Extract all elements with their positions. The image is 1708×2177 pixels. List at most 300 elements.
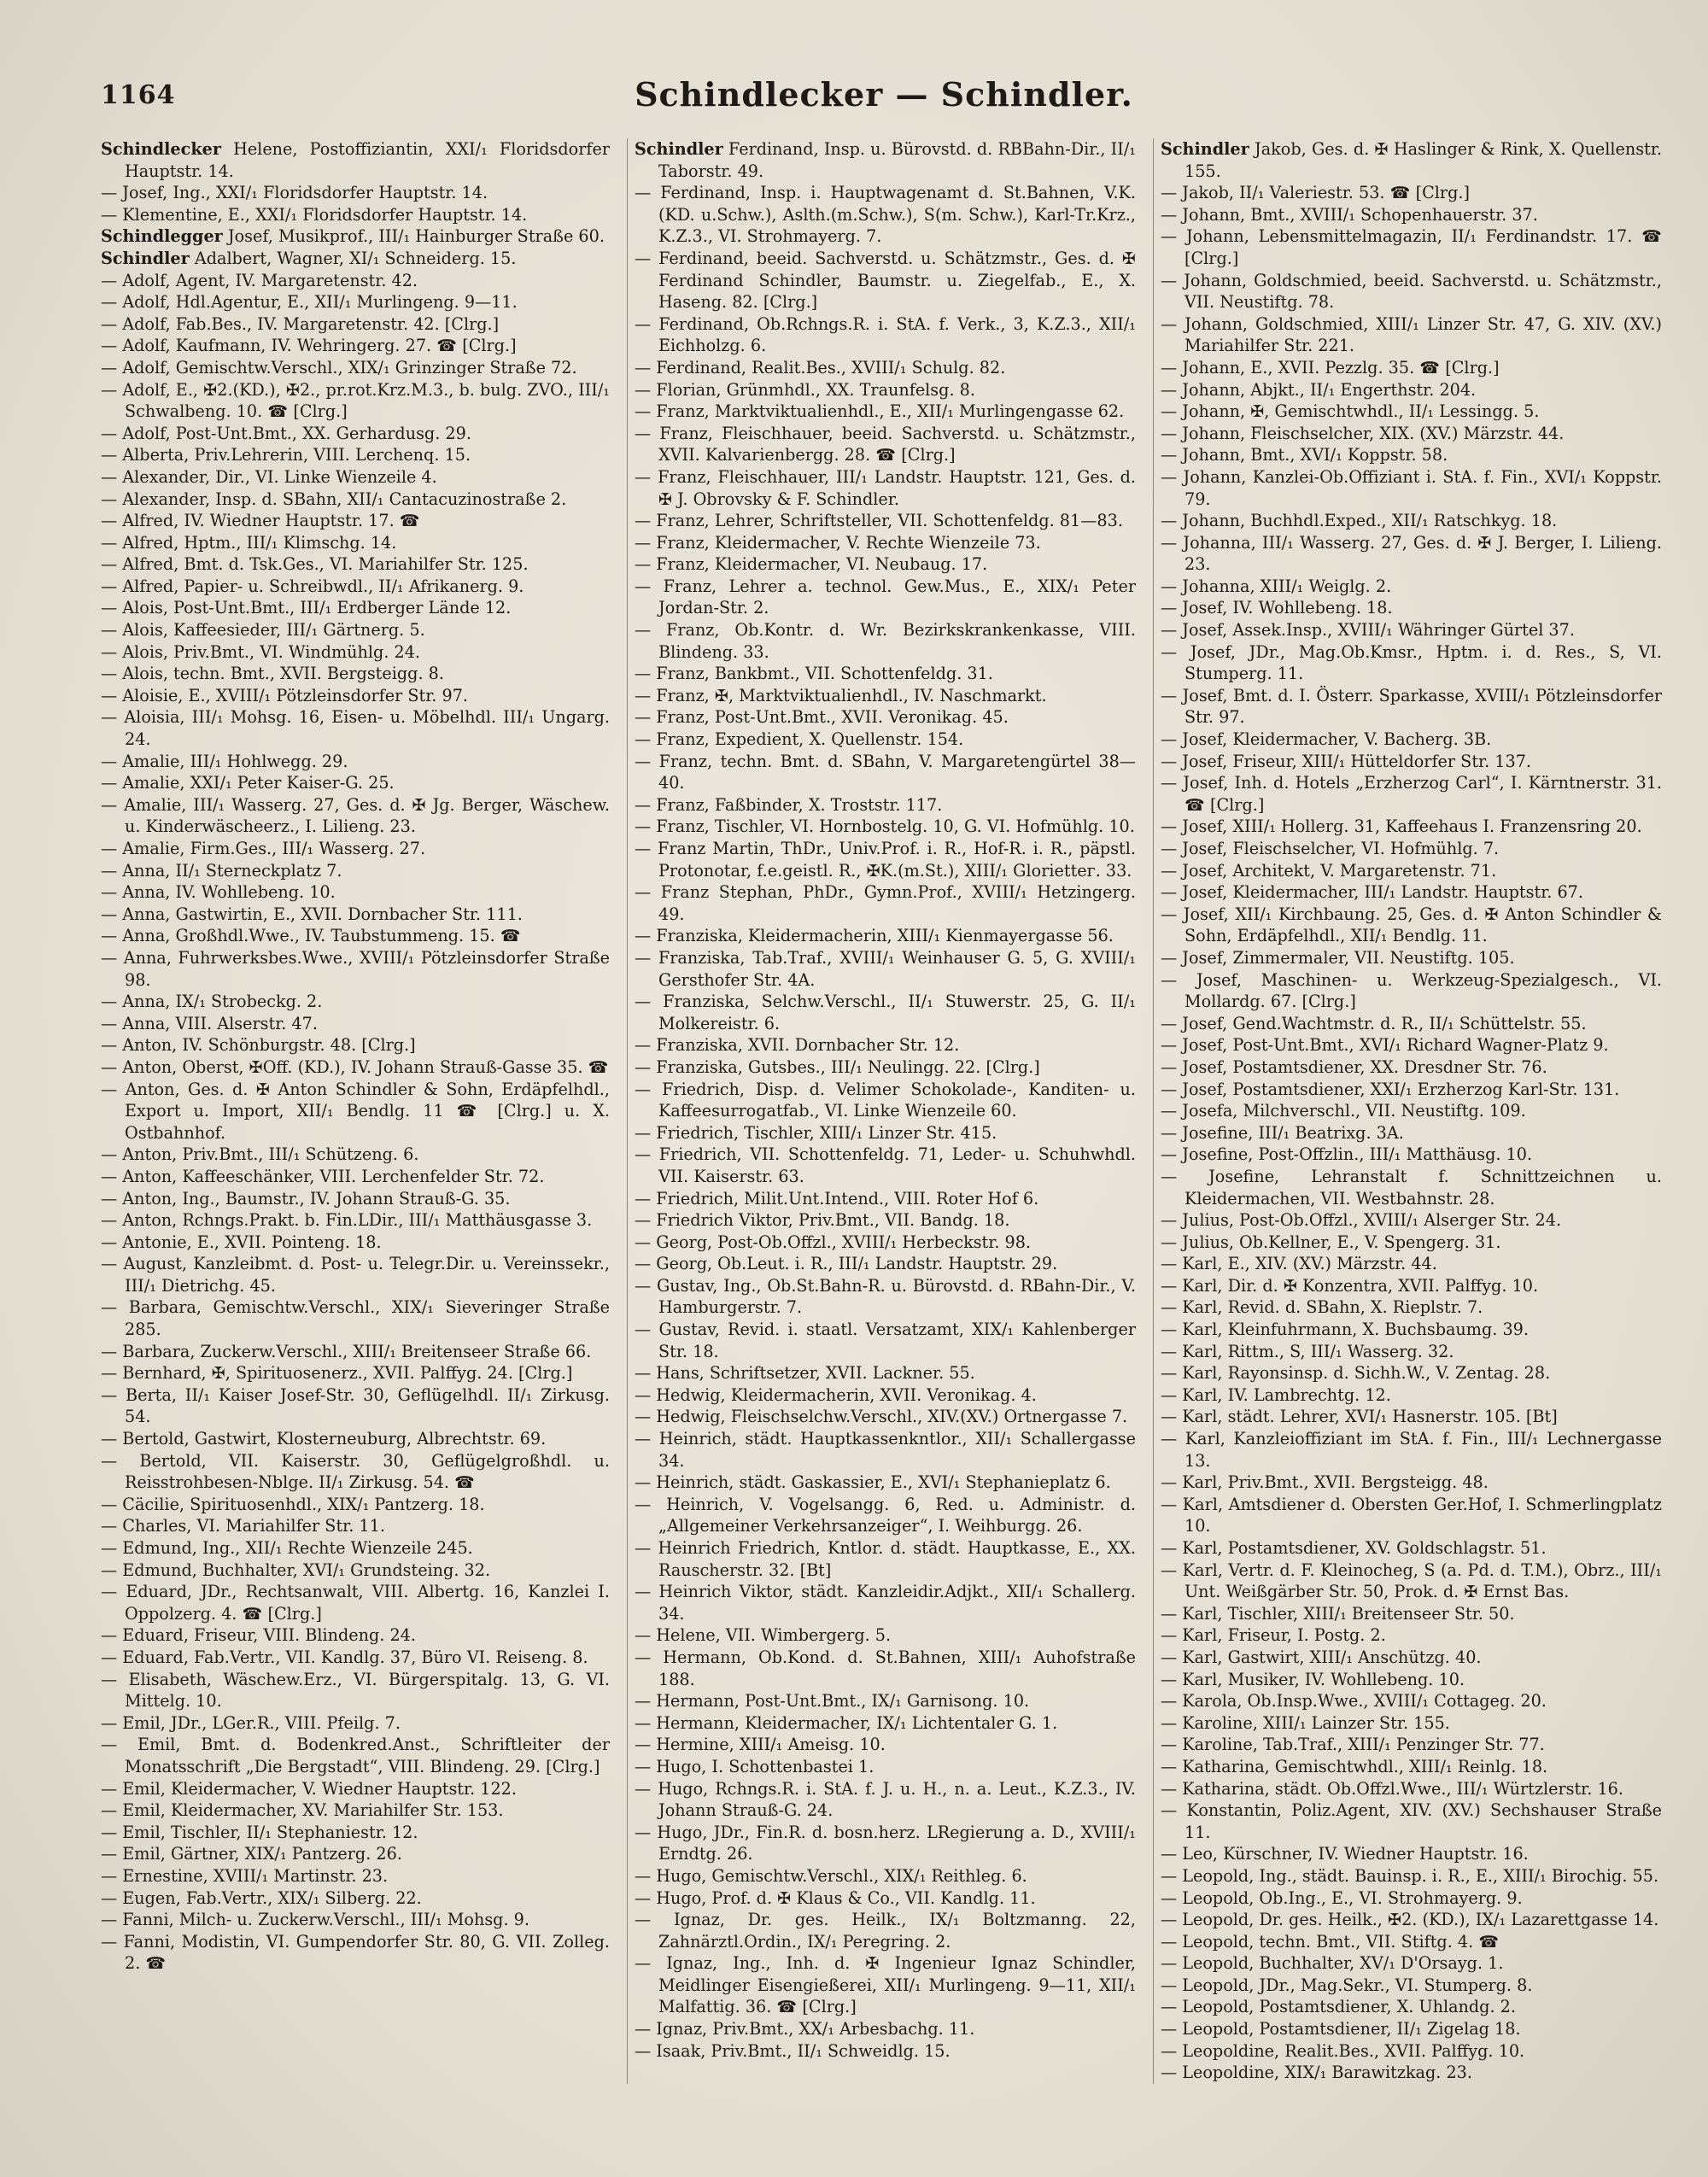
entry-text: — Josef, Zimmermaler, VII. Neustiftg. 105.	[1161, 947, 1515, 968]
directory-entry	[101, 1296, 610, 1340]
entry-text: — Adolf, Kaufmann, IV. Wehringerg. 27. ☎ [Clrg.]	[101, 336, 517, 356]
directory-entry	[635, 1887, 1136, 1910]
entry-text: — Karl, Dir. d. ✠ Konzentra, XVII. Palffyg. 10.	[1161, 1275, 1539, 1296]
directory-entry	[101, 1232, 610, 1254]
directory-entry	[101, 925, 610, 947]
entry-text: — Franz, Lehrer a. technol. Gew.Mus., E., XIX/₁ Peter Jordan-Str. 2.	[635, 576, 1136, 618]
directory-entry	[101, 379, 610, 423]
directory-entry	[101, 1144, 610, 1166]
entry-text: — Emil, JDr., LGer.R., VIII. Pfeilg. 7.	[101, 1712, 401, 1733]
directory-entry	[101, 794, 610, 838]
entry-text: — Josefine, Post-Offzlin., III/₁ Matthäusg. 10.	[1161, 1144, 1533, 1165]
directory-entry	[635, 751, 1136, 794]
directory-entry	[1161, 1122, 1662, 1144]
entry-text: — Gustav, Revid. i. staatl. Versatzamt, XIX/₁ Kahlenberger Str. 18.	[635, 1320, 1136, 1361]
entry-text: — Alexander, Insp. d. SBahn, XII/₁ Cantacuzinostraße 2.	[101, 489, 567, 509]
entry-text: — Johann, Goldschmied, XIII/₁ Linzer Str. 47, G. XIV. (XV.) Mariahilfer Str. 221.	[1161, 313, 1662, 356]
column-3	[1153, 138, 1662, 2084]
entry-text: — Karl, E., XIV. (XV.) Märzstr. 44.	[1161, 1254, 1437, 1274]
entry-text: — Josef, Ing., XXI/₁ Floridsdorfer Hauptstr. 14.	[101, 183, 488, 203]
directory-entry	[101, 1865, 610, 1887]
entry-text: — Franziska, XVII. Dornbacher Str. 12.	[635, 1035, 960, 1056]
entry-text: — Johanna, XIII/₁ Weiglg. 2.	[1161, 576, 1392, 596]
directory-entry	[101, 706, 610, 750]
directory-entry	[635, 1690, 1136, 1712]
entry-text: — Hugo, Rchngs.R. i. StA. f. J. u. H., n. a. Leut., K.Z.3., IV. Johann Strauß-G. 24.	[635, 1778, 1136, 1821]
entry-text: — Karl, Friseur, I. Postg. 2.	[1161, 1625, 1386, 1646]
directory-entry	[1161, 510, 1662, 532]
entry-text: — Karl, städt. Lehrer, XVI/₁ Hasnerstr. 105. [Bt]	[1161, 1407, 1558, 1427]
entry-text: — Hermine, XIII/₁ Ameisg. 10.	[635, 1735, 886, 1755]
entry-surname: Schindler	[1161, 139, 1249, 159]
directory-entry	[101, 423, 610, 445]
directory-entry	[101, 532, 610, 554]
directory-entry	[635, 1647, 1136, 1690]
entry-text: — Emil, Kleidermacher, XV. Mariahilfer Str. 153.	[101, 1800, 504, 1821]
directory-entry	[1161, 816, 1662, 838]
entry-text: — Josef, Postamtsdiener, XX. Dresdner Str. 76.	[1161, 1056, 1547, 1077]
entry-text: — Ferdinand, beeid. Sachverstd. u. Schätzmstr., Ges. d. ✠ Ferdinand Schindler, Baumstr. u. Ziegelfab., E., X. Haseng. 82. [Clrg.]	[635, 248, 1136, 313]
directory-entry	[635, 685, 1136, 707]
entry-text: — Bertold, Gastwirt, Klosterneuburg, Albrechtstr. 69.	[101, 1429, 547, 1449]
entry-text: — Karl, Rayonsinsp. d. Sichh.W., V. Zentag. 28.	[1161, 1363, 1551, 1384]
entry-text: — Franziska, Selchw.Verschl., II/₁ Stuwerstr. 25, G. II/₁ Molkereistr. 6.	[635, 992, 1136, 1033]
directory-entry	[1161, 1996, 1662, 2018]
directory-entry	[1161, 357, 1662, 379]
entry-text: — Jakob, II/₁ Valeriestr. 53. ☎ [Clrg.]	[1161, 183, 1470, 203]
entry-text: — Hermann, Ob.Kond. d. St.Bahnen, XIII/₁ Auhofstraße 188.	[635, 1647, 1136, 1689]
entry-text: — Adolf, Fab.Bes., IV. Margaretenstr. 42. [Clrg.]	[101, 313, 500, 334]
entry-text: — Leopoldine, Realit.Bes., XVII. Palffyg. 10.	[1161, 2040, 1525, 2061]
directory-entry	[1161, 2040, 1662, 2063]
directory-entry	[1161, 1690, 1662, 1712]
entry-text: — Anton, IV. Schönburgstr. 48. [Clrg.]	[101, 1035, 416, 1056]
entry-text: — Barbara, Gemischtw.Verschl., XIX/₁ Sieveringer Straße 285.	[101, 1297, 610, 1340]
directory-entry	[635, 576, 1136, 619]
entry-text: — Bernhard, ✠, Spirituosenerz., XVII. Palffyg. 24. [Clrg.]	[101, 1363, 573, 1384]
entry-text: — Josef, Kleidermacher, III/₁ Landstr. Hauptstr. 67.	[1161, 882, 1583, 903]
directory-entry	[1161, 182, 1662, 204]
entry-text: Ferdinand, Insp. u. Bürovstd. d. RBBahn-Dir., II/₁ Taborstr. 49.	[658, 139, 1136, 181]
entry-text: — Eduard, Fab.Vertr., VII. Kandlg. 37, Büro VI. Reiseng. 8.	[101, 1647, 588, 1667]
column-1	[101, 138, 610, 2084]
entry-text: — Franz, Marktviktualienhdl., E., XII/₁ Murlingengasse 62.	[635, 401, 1125, 422]
entry-text: — Franz, Bankbmt., VII. Schottenfeldg. 31.	[635, 664, 993, 684]
directory-entry	[101, 1931, 610, 1975]
entry-text: — Josef, Fleischselcher, VI. Hofmühlg. 7.	[1161, 839, 1500, 858]
directory-entry	[635, 1056, 1136, 1079]
directory-entry	[101, 1166, 610, 1188]
entry-text: — Amalie, III/₁ Wasserg. 27, Ges. d. ✠ Jg. Berger, Wäschew. u. Kinderwäscheerz., I. Lilieng. 23.	[101, 794, 610, 837]
directory-entry	[101, 335, 610, 357]
directory-entry	[1161, 1887, 1662, 1910]
directory-entry	[635, 466, 1136, 510]
entry-text: — Alfred, IV. Wiedner Hauptstr. 17. ☎	[101, 511, 420, 531]
entry-text: — Charles, VI. Mariahilfer Str. 11.	[101, 1516, 385, 1536]
directory-entry	[1161, 1406, 1662, 1428]
directory-entry	[635, 925, 1136, 947]
entry-text: — Franz, Kleidermacher, V. Rechte Wienzeile 73.	[635, 532, 1041, 553]
entry-text: — Leopold, Postamtsdiener, X. Uhlandg. 2.	[1161, 1997, 1516, 2017]
directory-entry	[1161, 1472, 1662, 1494]
directory-entry	[635, 1756, 1136, 1778]
directory-entry	[1161, 444, 1662, 466]
entry-text: — Josef, XII/₁ Kirchbaung. 25, Ges. d. ✠ Anton Schindler & Sohn, Erdäpfelhdl., XII/₁ Bendlg. 11.	[1161, 904, 1662, 946]
directory-entry	[635, 1253, 1136, 1275]
directory-entry	[635, 1712, 1136, 1735]
directory-entry	[635, 138, 1136, 182]
directory-entry	[101, 772, 610, 794]
directory-entry	[1161, 1843, 1662, 1865]
entry-text: — Anna, IV. Wohllebeng. 10.	[101, 882, 336, 903]
entry-text: — Elisabeth, Wäschew.Erz., VI. Bürgerspitalg. 13, G. VI. Mittelg. 10.	[101, 1669, 610, 1712]
directory-entry	[635, 1122, 1136, 1144]
directory-entry	[101, 357, 610, 379]
entry-text: — Heinrich Viktor, städt. Kanzleidir.Adjkt., XII/₁ Schallerg. 34.	[635, 1582, 1136, 1624]
entry-text: — Leopoldine, XIX/₁ Barawitzkag. 23.	[1161, 2063, 1472, 2083]
directory-entry	[101, 291, 610, 313]
directory-entry	[1161, 904, 1662, 947]
entry-text: — Josef, IV. Wohllebeng. 18.	[1161, 598, 1393, 618]
entry-text: — Karoline, XIII/₁ Lainzer Str. 155.	[1161, 1712, 1450, 1733]
directory-entry	[101, 597, 610, 619]
entry-text: — Karoline, Tab.Traf., XIII/₁ Penzinger Str. 77.	[1161, 1735, 1545, 1755]
directory-entry	[101, 881, 610, 904]
entry-text: — Adolf, Gemischtw.Verschl., XIX/₁ Grinzinger Straße 72.	[101, 357, 577, 377]
entry-text: — Franz, Lehrer, Schriftsteller, VII. Schottenfeldg. 81—83.	[635, 511, 1123, 531]
directory-entry	[635, 1865, 1136, 1887]
entry-text: — Georg, Post-Ob.Offzl., XVIII/₁ Herbeckstr. 98.	[635, 1232, 1032, 1252]
entry-text: — Hedwig, Fleischselchw.Verschl., XIV.(XV.) Ortnergasse 7.	[635, 1407, 1128, 1427]
directory-entry	[1161, 1319, 1662, 1341]
directory-entry	[101, 1887, 610, 1910]
entry-text: — Karl, Kleinfuhrmann, X. Buchsbaumg. 39.	[1161, 1320, 1529, 1340]
directory-entry	[635, 379, 1136, 401]
directory-entry	[1161, 1341, 1662, 1363]
entry-text: — Karl, Tischler, XIII/₁ Breitenseer Str. 50.	[1161, 1603, 1515, 1624]
entry-text: — Josef, Friseur, XIII/₁ Hütteldorfer Str. 137.	[1161, 751, 1532, 771]
entry-text: — Friedrich, Disp. d. Velimer Schokolade-, Kanditen- u. Kaffeesurrogatfab., VI. Linke Wienzeile 60.	[635, 1079, 1136, 1121]
entry-text: Josef, Musikprof., III/₁ Hainburger Straße 60.	[222, 226, 605, 247]
directory-entry	[101, 138, 610, 182]
entry-text: — Leo, Kürschner, IV. Wiedner Hauptstr. 16.	[1161, 1844, 1529, 1864]
directory-entry	[101, 1778, 610, 1800]
entry-text: — Hedwig, Kleidermacherin, XVII. Veronikag. 4.	[635, 1384, 1037, 1405]
entry-text: — Barbara, Zuckerw.Verschl., XIII/₁ Breitenseer Straße 66.	[101, 1341, 592, 1361]
entry-text: — Franz, Kleidermacher, VI. Neubaug. 17.	[635, 554, 988, 575]
entry-text: — Isaak, Priv.Bmt., II/₁ Schweidlg. 15.	[635, 2040, 951, 2061]
entry-text: — Josef, Assek.Insp., XVIII/₁ Währinger Gürtel 37.	[1161, 620, 1575, 641]
entry-text: — Hugo, JDr., Fin.R. d. bosn.herz. LRegierung a. D., XVIII/₁ Erndtg. 26.	[635, 1822, 1136, 1864]
directory-entry	[1161, 729, 1662, 751]
directory-entry	[1161, 860, 1662, 882]
entry-text: — Karola, Ob.Insp.Wwe., XVIII/₁ Cottageg. 20.	[1161, 1691, 1547, 1712]
directory-entry	[635, 1319, 1136, 1362]
directory-entry	[101, 1843, 610, 1865]
directory-entry	[635, 1428, 1136, 1472]
entry-text: — Friedrich, Tischler, XIII/₁ Linzer Str. 415.	[635, 1122, 997, 1143]
entry-text: — Leopold, Dr. ges. Heilk., ✠2. (KD.), IX/₁ Lazarettgasse 14.	[1161, 1910, 1659, 1930]
entry-text: — Heinrich, städt. Hauptkassenkntlor., XII/₁ Schallergasse 34.	[635, 1429, 1136, 1471]
entry-text: — Karl, Amtsdiener d. Obersten Ger.Hof, I. Schmerlingplatz 10.	[1161, 1494, 1662, 1536]
entry-text: — Alberta, Priv.Lehrerin, VIII. Lerchenq. 15.	[101, 445, 471, 465]
entry-text: — Hermann, Post-Unt.Bmt., IX/₁ Garnisong. 10.	[635, 1691, 1030, 1712]
directory-entry	[635, 838, 1136, 881]
entry-text: — Alois, Kaffeesieder, III/₁ Gärtnerg. 5.	[101, 620, 425, 641]
directory-entry	[1161, 1756, 1662, 1778]
directory-entry	[635, 401, 1136, 423]
directory-entry	[101, 270, 610, 292]
entry-text: — Karl, Revid. d. SBahn, X. Rieplstr. 7.	[1161, 1297, 1483, 1318]
entry-text: — Karl, Kanzleioffiziant im StA. f. Fin., III/₁ Lechnergasse 13.	[1161, 1429, 1662, 1471]
entry-text: — Johann, Lebensmittelmagazin, II/₁ Ferdinandstr. 17. ☎ [Clrg.]	[1161, 226, 1662, 268]
directory-entry	[1161, 1624, 1662, 1647]
directory-entry	[101, 1494, 610, 1516]
directory-entry	[1161, 1560, 1662, 1603]
directory-entry	[101, 1209, 610, 1232]
directory-entry	[635, 248, 1136, 313]
entry-text: — Johann, Goldschmied, beeid. Sachverstd. u. Schätzmstr., VII. Neustiftg. 78.	[1161, 270, 1662, 313]
directory-entry	[635, 313, 1136, 357]
entry-text: — Hugo, Prof. d. ✠ Klaus & Co., VII. Kandlg. 11.	[635, 1887, 1036, 1908]
directory-entry	[1161, 1384, 1662, 1407]
entry-text: — Josefine, Lehranstalt f. Schnittzeichnen u. Kleidermachen, VII. Westbahnstr. 28.	[1161, 1166, 1662, 1208]
entry-text: — Friedrich, VII. Schottenfeldg. 71, Leder- u. Schuhwhdl. VII. Kaiserstr. 63.	[635, 1144, 1136, 1186]
page-number: 1164	[101, 80, 176, 110]
directory-entry	[1161, 270, 1662, 313]
directory-entry	[635, 553, 1136, 576]
entry-text: — Fanni, Modistin, VI. Gumpendorfer Str. 80, G. VII. Zolleg. 2. ☎	[101, 1931, 610, 1974]
directory-entry	[101, 1384, 610, 1428]
directory-entry	[101, 685, 610, 707]
directory-entry	[1161, 1734, 1662, 1756]
entry-text: — Anton, Priv.Bmt., III/₁ Schützeng. 6.	[101, 1144, 419, 1165]
directory-entry	[101, 1515, 610, 1537]
entry-text: — Anna, IX/₁ Strobeckg. 2.	[101, 992, 323, 1012]
entry-text: — Johann, Bmt., XVI/₁ Koppstr. 58.	[1161, 445, 1448, 465]
directory-entry	[101, 1362, 610, 1384]
directory-entry	[101, 663, 610, 685]
entry-text: — Alexander, Dir., VI. Linke Wienzeile 4.	[101, 466, 437, 487]
entry-text: — Anna, VIII. Alserstr. 47.	[101, 1013, 318, 1033]
directory-entry	[101, 1800, 610, 1822]
entry-text: — Anna, Großhdl.Wwe., IV. Taubstummeng. 15. ☎	[101, 926, 521, 946]
directory-entry	[101, 1581, 610, 1624]
directory-entry	[635, 991, 1136, 1034]
directory-entry	[635, 881, 1136, 925]
entry-text: — Alfred, Papier- u. Schreibwdl., II/₁ Afrikanerg. 9.	[101, 576, 524, 596]
entry-text: — Anton, Ing., Baumstr., IV. Johann Strauß-G. 35.	[101, 1188, 511, 1208]
entry-text: — Klementine, E., XXI/₁ Floridsdorfer Hauptstr. 14.	[101, 204, 528, 225]
directory-entry	[1161, 576, 1662, 598]
entry-text: — Franz, Fleischhauer, III/₁ Landstr. Hauptstr. 121, Ges. d. ✠ J. Obrovsky & F. Schindler.	[635, 466, 1136, 509]
directory-entry	[635, 1232, 1136, 1254]
entry-text: — Alois, Post-Unt.Bmt., III/₁ Erdberger Lände 12.	[101, 598, 512, 618]
entry-text: — Alois, techn. Bmt., XVII. Bergsteigg. 8.	[101, 664, 444, 684]
entry-text: — Cäcilie, Spirituosenhdl., XIX/₁ Pantzerg. 18.	[101, 1494, 485, 1514]
entry-surname: Schindlecker	[101, 139, 221, 159]
entry-text: — Katharina, städt. Ob.Offzl.Wwe., III/₁ Würtzlerstr. 16.	[1161, 1778, 1623, 1799]
entry-text: — Ignaz, Dr. ges. Heilk., IX/₁ Boltzmanng. 22, Zahnärztl.Ordin., IX/₁ Peregring. 2.	[635, 1910, 1136, 1952]
directory-entry	[635, 1909, 1136, 1952]
directory-entry	[101, 225, 610, 248]
directory-entry	[1161, 204, 1662, 226]
entry-text: — Josef, XIII/₁ Hollerg. 31, Kaffeehaus I. Franzensring 20.	[1161, 816, 1642, 837]
directory-entry	[635, 1537, 1136, 1581]
entry-text: — Karl, IV. Lambrechtg. 12.	[1161, 1384, 1391, 1405]
directory-entry	[101, 444, 610, 466]
entry-text: — Julius, Ob.Kellner, E., V. Spengerg. 31.	[1161, 1232, 1501, 1252]
entry-text: — Johann, Bmt., XVIII/₁ Schopenhauerstr. 37.	[1161, 204, 1538, 225]
entry-text: — Anna, Gastwirtin, E., XVII. Dornbacher Str. 111.	[101, 904, 523, 924]
directory-entry	[101, 1056, 610, 1079]
directory-entry	[635, 1472, 1136, 1494]
directory-entry	[635, 1778, 1136, 1822]
entry-text: — Johann, ✠, Gemischtwhdl., II/₁ Lessingg. 5.	[1161, 401, 1540, 422]
directory-entry	[1161, 1232, 1662, 1254]
entry-text: — Franziska, Tab.Traf., XVIII/₁ Weinhauser G. 5, G. XVIII/₁ Gersthofer Str. 4A.	[635, 947, 1136, 990]
directory-entry	[1161, 1647, 1662, 1669]
directory-entry	[635, 423, 1136, 466]
entry-text: — Katharina, Gemischtwhdl., XIII/₁ Reinlg. 18.	[1161, 1756, 1548, 1776]
directory-entry	[1161, 1253, 1662, 1275]
directory-entry	[1161, 751, 1662, 773]
directory-entry	[1161, 313, 1662, 357]
directory-entry	[1161, 1209, 1662, 1232]
entry-text: — Amalie, Firm.Ges., III/₁ Wasserg. 27.	[101, 839, 426, 858]
directory-entry	[635, 1079, 1136, 1122]
entry-text: — Franz, Tischler, VI. Hornbostelg. 10, G. VI. Hofmühlg. 10.	[635, 816, 1135, 837]
entry-text: — Leopold, Ing., städt. Bauinsp. i. R., E., XIII/₁ Birochig. 55.	[1161, 1865, 1659, 1886]
directory-entry	[635, 1406, 1136, 1428]
entry-text: — Leopold, Postamtsdiener, II/₁ Zigelag 18.	[1161, 2019, 1521, 2039]
directory-entry	[101, 1341, 610, 1363]
entry-text: — Josef, Kleidermacher, V. Bacherg. 3B.	[1161, 729, 1492, 750]
entry-text: — Emil, Kleidermacher, V. Wiedner Hauptstr. 122.	[101, 1778, 517, 1799]
directory-entry	[1161, 225, 1662, 269]
directory-entry	[1161, 1362, 1662, 1384]
entry-text: — Aloisia, III/₁ Mohsg. 16, Eisen- u. Möbelhdl. III/₁ Ungarg. 24.	[101, 707, 610, 750]
directory-entry	[101, 313, 610, 336]
entry-text: — Heinrich Friedrich, Kntlor. d. städt. Hauptkasse, E., XX. Rauscherstr. 32. [Bt]	[635, 1538, 1136, 1580]
entry-text: — Gustav, Ing., Ob.St.Bahn-R. u. Bürovstd. d. RBahn-Dir., V. Hamburgerstr. 7.	[635, 1275, 1136, 1318]
directory-entry	[1161, 1013, 1662, 1035]
directory-entry	[1161, 466, 1662, 510]
page-header	[101, 75, 1667, 125]
entry-text: — Bertold, VII. Kaiserstr. 30, Geflügelgroßhdl. u. Reisstrohbesen-Nblge. II/₁ Zirkusg. 54. ☎	[101, 1450, 610, 1493]
entry-text: — Franz Stephan, PhDr., Gymn.Prof., XVIII/₁ Hetzingerg. 49.	[635, 882, 1136, 924]
directory-entry	[1161, 1275, 1662, 1297]
directory-entry	[1161, 1166, 1662, 1209]
directory-entry	[101, 1537, 610, 1560]
directory-entry	[101, 1034, 610, 1056]
directory-entry	[101, 510, 610, 532]
entry-text: Helene, Postoffiziantin, XXI/₁ Floridsdorfer Hauptstr. 14.	[125, 139, 610, 181]
entry-text: — Hugo, I. Schottenbastei 1.	[635, 1756, 874, 1776]
directory-entry	[1161, 597, 1662, 619]
directory-entry	[101, 991, 610, 1013]
directory-entry	[101, 1669, 610, 1712]
entry-text: — Johann, Kanzlei-Ob.Offiziant i. StA. f. Fin., XVI/₁ Koppstr. 79.	[1161, 466, 1662, 509]
directory-entry	[635, 729, 1136, 751]
entry-text: Jakob, Ges. d. ✠ Haslinger & Rink, X. Quellenstr. 155.	[1184, 139, 1662, 181]
directory-entry	[1161, 2062, 1662, 2084]
directory-entry	[1161, 1712, 1662, 1735]
entry-text: — Josef, Architekt, V. Margaretenstr. 71.	[1161, 860, 1497, 881]
entry-text: — Franziska, Kleidermacherin, XIII/₁ Kienmayergasse 56.	[635, 926, 1114, 946]
entry-text: — Karl, Rittm., S, III/₁ Wasserg. 32.	[1161, 1341, 1454, 1361]
entry-text: — Adolf, E., ✠2.(KD.), ✠2., pr.rot.Krz.M.3., b. bulg. ZVO., III/₁ Schwalbeng. 10. ☎ [Clrg.]	[101, 379, 610, 422]
directory-entry	[635, 816, 1136, 838]
directory-entry	[101, 489, 610, 511]
directory-entry	[101, 904, 610, 926]
directory-entry	[635, 1188, 1136, 1210]
directory-entry	[635, 510, 1136, 532]
entry-text: — Adolf, Agent, IV. Margaretenstr. 42.	[101, 270, 418, 290]
directory-entry	[635, 1624, 1136, 1647]
entry-text: — Alois, Priv.Bmt., VI. Windmühlg. 24.	[101, 641, 421, 662]
directory-entry	[101, 641, 610, 664]
entry-text: — Franz, Post-Unt.Bmt., XVII. Veronikag. 45.	[635, 707, 1009, 728]
directory-entry	[101, 248, 610, 270]
entry-surname: Schindler	[101, 248, 190, 268]
entry-text: — Aloisie, E., XVIII/₁ Pötzleinsdorfer Str. 97.	[101, 685, 469, 705]
directory-entry	[1161, 619, 1662, 641]
directory-entry	[1161, 772, 1662, 816]
entry-text: — Julius, Post-Ob.Offzl., XVIII/₁ Alseгger Str. 24.	[1161, 1210, 1562, 1231]
entry-text: — Johann, Fleischselcher, XIX. (XV.) Märzstr. 44.	[1161, 423, 1565, 443]
directory-entry	[635, 1581, 1136, 1624]
entry-text: — Johanna, III/₁ Wasserg. 27, Ges. d. ✠ J. Berger, I. Lilieng. 23.	[1161, 532, 1662, 575]
directory-entry	[1161, 1296, 1662, 1319]
entry-text: — Emil, Tischler, II/₁ Stephaniestr. 12.	[101, 1822, 418, 1842]
entry-text: — Eugen, Fab.Vertr., XIX/₁ Silberg. 22.	[101, 1887, 422, 1908]
entry-text: — Josef, JDr., Mag.Ob.Kmsr., Hptm. i. d. Res., S, VI. Stumperg. 11.	[1161, 641, 1662, 684]
directory-entry	[635, 1822, 1136, 1865]
directory-entry	[101, 1624, 610, 1647]
entry-text: — Friedrich, Milit.Unt.Intend., VIII. Roter Hof 6.	[635, 1188, 1039, 1208]
directory-entry	[101, 1013, 610, 1035]
entry-text: — Karl, Musiker, IV. Wohllebeng. 10.	[1161, 1669, 1465, 1689]
directory-entry	[1161, 1909, 1662, 1931]
directory-entry	[1161, 1975, 1662, 1997]
entry-text: — Heinrich, städt. Gaskassier, E., XVI/₁ Stephanieplatz 6.	[635, 1472, 1111, 1493]
entry-text: — Franz Martin, ThDr., Univ.Prof. i. R., Hof-R. i. R., päpstl. Protonotar, f.e.geistl. R., ✠K.(m.St.), XIII/₁ Gloriettег. 33.	[635, 839, 1136, 881]
directory-entry	[101, 1560, 610, 1582]
directory-entry	[635, 1734, 1136, 1756]
directory-entry	[635, 1362, 1136, 1384]
entry-text: — Anna, II/₁ Sterneckplatz 7.	[101, 860, 342, 881]
entry-text: — Konstantin, Poliz.Agent, XIV. (XV.) Sechshauser Straße 11.	[1161, 1800, 1662, 1842]
entry-text: — Johann, Abjkt., II/₁ Engerthstr. 204.	[1161, 379, 1477, 400]
entry-text: — Heinrich, V. Vogelsangg. 6, Red. u. Administr. d. „Allgemeiner Verkehrsanzeiger“, I. Weihburgg. 26.	[635, 1494, 1136, 1536]
directory-entry	[635, 1034, 1136, 1056]
directory-entry	[635, 357, 1136, 379]
entry-text: — Ferdinand, Ob.Rchngs.R. i. StA. f. Verk., 3, K.Z.3., XII/₁ Eichholzg. 6.	[635, 313, 1136, 356]
entry-columns	[101, 138, 1667, 2084]
directory-entry	[101, 1188, 610, 1210]
entry-text: — Karl, Gastwirt, XIII/₁ Anschützg. 40.	[1161, 1647, 1482, 1667]
directory-entry	[1161, 1778, 1662, 1800]
directory-entry	[1161, 881, 1662, 904]
directory-entry	[101, 1909, 610, 1931]
entry-text: — Fanni, Milch- u. Zuckerw.Verschl., III/₁ Mohsg. 9.	[101, 1910, 529, 1930]
directory-entry	[1161, 532, 1662, 576]
entry-text: — Antonie, E., XVII. Pointeng. 18.	[101, 1232, 382, 1252]
entry-text: — Emil, Gärtner, XIX/₁ Pantzerg. 26.	[101, 1844, 402, 1864]
entry-text: — Josefine, III/₁ Beatrixg. 3A.	[1161, 1122, 1404, 1143]
directory-entry	[1161, 1144, 1662, 1166]
